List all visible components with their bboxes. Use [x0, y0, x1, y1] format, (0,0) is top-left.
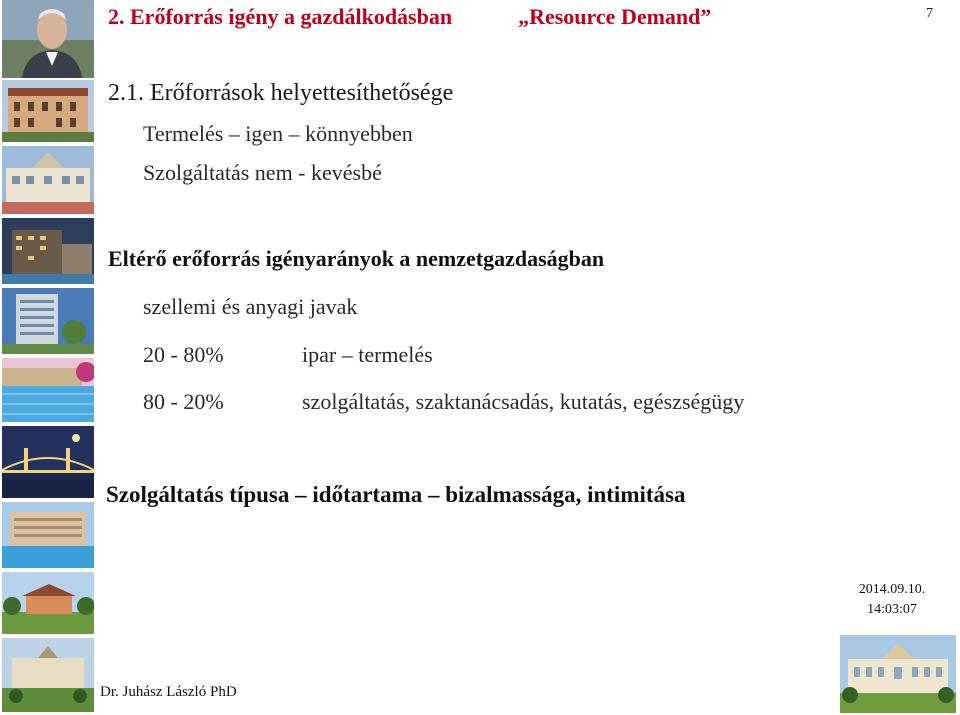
- manor-photo: [2, 572, 96, 634]
- portrait-photo: [2, 0, 96, 78]
- ratio-share-1: 20 - 80%: [143, 342, 224, 367]
- photo-strip: [0, 0, 98, 715]
- pool-photo: [2, 358, 96, 422]
- ratio-sector-2: szolgáltatás, szaktanácsadás, kutatás, egészségügy: [302, 389, 745, 414]
- title-hungarian: 2. Erőforrás igény a gazdálkodásban: [108, 4, 453, 29]
- slide-title: [108, 4, 711, 30]
- ratios-intro: szellemi és anyagi javak: [143, 294, 358, 319]
- date-time-stamp: [838, 580, 946, 620]
- hotel-photo-2: [2, 288, 96, 354]
- footer-date: 2014.09.10.: [858, 582, 926, 597]
- production-line: Termelés – igen – könnyebben: [143, 121, 413, 146]
- ratio-sector-1: ipar – termelés: [302, 342, 433, 367]
- building-photo-2: [2, 146, 96, 214]
- author-name: Dr. Juhász László PhD: [100, 684, 237, 700]
- section-heading: 2.1. Erőforrások helyettesíthetősége: [108, 80, 454, 106]
- resort-photo: [2, 502, 96, 568]
- castle-photo: [2, 638, 96, 712]
- title-english: „Resource Demand”: [518, 4, 712, 29]
- ratio-share-2: 80 - 20%: [143, 389, 224, 414]
- hotel-photo-1: [2, 218, 96, 284]
- bridge-photo: [2, 426, 96, 498]
- building-photo-1: [2, 80, 96, 142]
- slide-number: 7: [926, 6, 933, 21]
- service-substitution-line: Szolgáltatás nem - kevésbé: [143, 160, 382, 185]
- service-type-line: Szolgáltatás típusa – időtartama – bizalmassága, intimitása: [106, 482, 686, 507]
- ratios-heading: Eltérő erőforrás igényarányok a nemzetgazdaságban: [108, 246, 605, 271]
- palace-photo: [840, 635, 956, 713]
- footer-time: 14:03:07: [867, 602, 917, 617]
